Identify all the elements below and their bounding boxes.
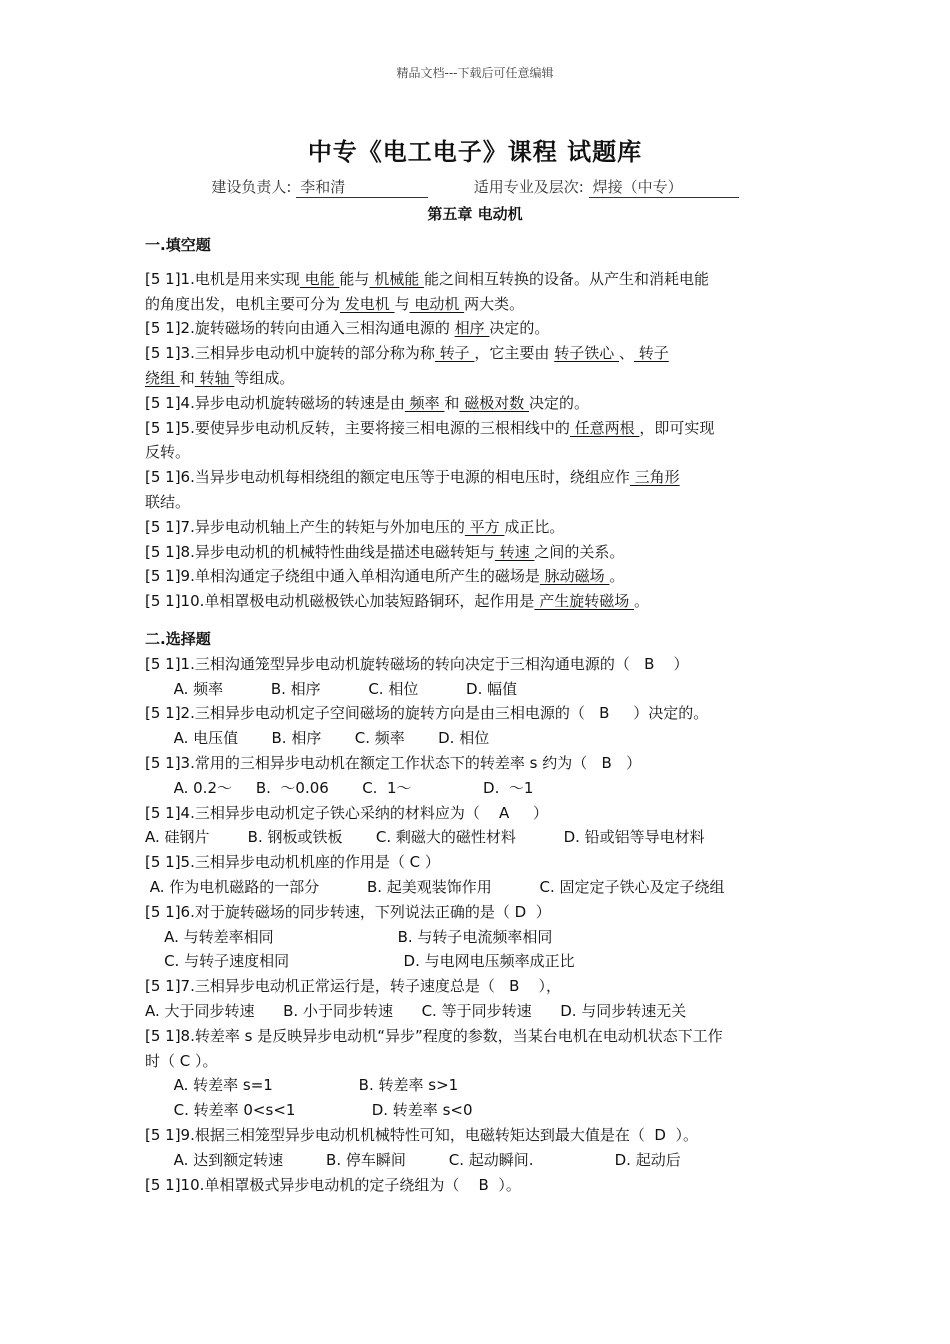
options-line: A. 硅钢片 B. 钢板或铁板 C. 剩磁大的磁性材料 D. 铅或铝等导电材料	[145, 828, 705, 847]
builder-value: 李和清	[296, 176, 428, 198]
section-fill-in	[145, 233, 810, 614]
question-fill-4: [5 1]4.异步电动机旋转磁场的转速是由 频率 和 磁极对数 决定的。	[145, 393, 589, 412]
answer-blank: 电动机	[409, 294, 465, 313]
question-fill-8: [5 1]8.异步电动机的机械特性曲线是描述电磁转矩与 转速 之间的关系。	[145, 542, 625, 561]
document-meta	[0, 176, 950, 198]
options-line: A. 作为电机磁路的一部分 B. 起美观装饰作用 C. 固定定子铁心及定子绕组	[145, 877, 725, 896]
question-line: [5 1]3.常用的三相异步电动机在额定工作状态下的转差率 s 约为（ B ）	[145, 753, 642, 772]
answer-blank: 频率	[404, 393, 445, 412]
question-line: [5 1]6.对于旋转磁场的同步转速，下列说法正确的是（ D ）	[145, 902, 551, 921]
options-line: A. 达到额定转速 B. 停车瞬间 C. 起动瞬间. D. 起动后	[145, 1150, 681, 1169]
answer-blank: 转速	[494, 542, 535, 561]
options-line: A. 0.2～ B. ～0.06 C. 1～ D. ～1	[145, 778, 534, 797]
answer-blank: 脉动磁场	[539, 567, 610, 586]
question-fill-5: [5 1]5.要使异步电动机反转，主要将接三相电源的三根相线中的 任意两根 ，即可实现 反转。	[145, 418, 715, 462]
builder-label: 建设负责人:	[211, 178, 292, 196]
major-value: 焊接（中专）	[589, 176, 739, 198]
options-line: A. 频率 B. 相序 C. 相位 D. 幅值	[145, 679, 518, 698]
question-line: [5 1]4.三相异步电动机定子铁心采纳的材料应为（ A ）	[145, 803, 549, 822]
options-line: A. 电压值 B. 相序 C. 频率 D. 相位	[145, 729, 490, 748]
section-heading: 一.填空题	[145, 236, 211, 254]
question-fill-3: [5 1]3.三相异步电动机中旋转的部分称为称 转子 ，它主要由 转子铁心 、 转子 绕组 和 转轴 等组成。	[145, 344, 669, 387]
document-watermark-header: 精品文档---下载后可任意编辑	[396, 66, 554, 80]
question-line: [5 1]5.三相异步电动机机座的作用是（ C ）	[145, 853, 440, 872]
answer-blank: 机械能	[369, 269, 424, 288]
question-fill-1: [5 1]1.电机是用来实现 电能 能与 机械能 能之间相互转换的设备。从产生和消耗电能 的角度出发，电机主要可分为 发电机 与 电动机 两大类。	[145, 269, 709, 313]
chapter-title: 第五章 电动机	[427, 205, 523, 223]
answer-blank: 电能	[299, 269, 340, 288]
question-line: [5 1]1.三相沟通笼型异步电动机旋转磁场的转向决定于三相沟通电源的（ B ）	[145, 654, 689, 673]
question-fill-2: [5 1]2.旋转磁场的转向由通入三相沟通电源的 相序 决定的。	[145, 319, 550, 338]
page-title: 中专《电工电子》课程 试题库	[307, 138, 643, 166]
section-multiple-choice	[145, 627, 810, 1197]
question-line: [5 1]7.三相异步电动机正常运行是，转子速度总是（ B ），	[145, 977, 562, 996]
question-fill-7: [5 1]7.异步电动机轴上产生的转矩与外加电压的 平方 成正比。	[145, 517, 565, 536]
section-heading: 二.选择题	[145, 630, 211, 648]
question-fill-9: [5 1]9.单相沟通定子绕组中通入单相沟通电所产生的磁场是 脉动磁场 。	[145, 567, 625, 586]
question-line: [5 1]10.单相罩极式异步电动机的定子绕组为（ B ）。	[145, 1175, 521, 1194]
options-line: C. 与转子速度相同 D. 与电网电压频率成正比	[145, 952, 575, 971]
options-line: C. 转差率 0<s<1 D. 转差率 s<0	[145, 1101, 473, 1120]
question-fill-6: [5 1]6.当异步电动机每相绕组的额定电压等于电源的相电压时，绕组应作 三角形 联结。	[145, 468, 680, 511]
answer-blank: 磁极对数	[459, 393, 529, 412]
answer-blank: 任意两根	[569, 418, 640, 437]
question-line: [5 1]8.转差率 s 是反映异步电动机“异步”程度的参数，当某台电机在电动机状态下工作	[145, 1026, 723, 1045]
question-line: [5 1]9.根据三相笼型异步电动机机械特性可知，电磁转矩达到最大值是在（ D ）。	[145, 1125, 698, 1144]
answer-blank: 产生旋转磁场	[534, 592, 634, 611]
answer-blank: 发电机	[340, 294, 395, 313]
options-line: A. 与转差率相同 B. 与转子电流频率相同	[145, 927, 553, 946]
answer-blank: 绕组	[145, 368, 180, 387]
answer-blank: 平方	[464, 517, 505, 536]
question-line: 时（ C ）。	[145, 1051, 218, 1070]
answer-blank: 转子	[634, 344, 669, 363]
question-line: [5 1]2.三相异步电动机定子空间磁场的旋转方向是由三相电源的（ B ）决定的。	[145, 704, 709, 723]
options-line: A. 大于同步转速 B. 小于同步转速 C. 等于同步转速 D. 与同步转速无关	[145, 1001, 687, 1020]
answer-blank: 转子	[434, 344, 475, 363]
major-label: 适用专业及层次:	[473, 178, 584, 196]
answer-blank: 转子铁心	[554, 344, 619, 363]
options-line: A. 转差率 s=1 B. 转差率 s>1	[145, 1076, 459, 1095]
answer-blank: 三角形	[629, 468, 680, 487]
question-fill-10: [5 1]10.单相罩极电动机磁极铁心加装短路铜环，起作用是 产生旋转磁场 。	[145, 592, 649, 611]
answer-blank: 转轴	[194, 368, 235, 387]
answer-blank: 相序	[454, 319, 490, 338]
